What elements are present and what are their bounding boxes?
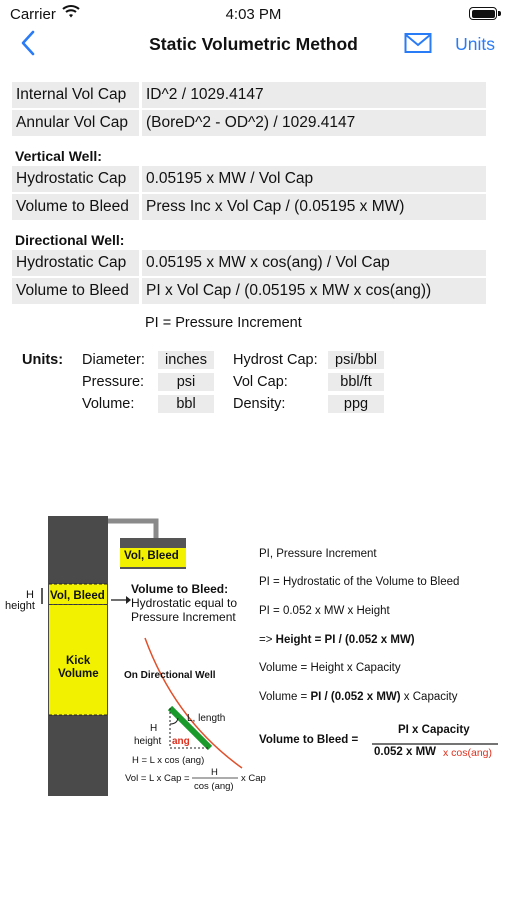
density-unit: ppg: [328, 395, 384, 413]
battery-tip: [498, 11, 501, 16]
pressure-unit: psi: [158, 373, 214, 391]
vol-equation-right: x Cap: [241, 773, 266, 784]
nav-bar: [0, 28, 507, 62]
right-line-3: PI = 0.052 x MW x Height: [259, 605, 390, 617]
internal-vol-cap-label: Internal Vol Cap: [12, 82, 139, 108]
vtb-equation-den: 0.052 x MW: [374, 746, 436, 758]
h-label: H: [26, 589, 34, 601]
vtb-line1: Hydrostatic equal to: [131, 596, 238, 610]
status-bar: [0, 0, 507, 28]
row-annular-vol-cap: [12, 110, 486, 136]
vtb-line2: Pressure Increment: [131, 610, 236, 624]
battery-icon: [469, 7, 497, 20]
pressure-label: Pressure:: [82, 374, 145, 390]
row-directional-hydrostatic-cap: [12, 250, 486, 276]
units-button[interactable]: Units: [455, 34, 495, 54]
vol-equation-num: H: [211, 767, 218, 778]
directional-well-heading: Directional Well:: [15, 232, 125, 248]
annular-vol-cap-label: Annular Vol Cap: [12, 110, 139, 136]
right-line-5: Volume = Height x Capacity: [259, 662, 401, 674]
directional-volume-to-bleed-label: Volume to Bleed: [12, 278, 139, 304]
hydrost-cap-label: Hydrost Cap:: [233, 352, 318, 368]
vertical-well-heading: Vertical Well:: [15, 148, 102, 164]
density-label: Density:: [233, 396, 286, 412]
vtb-equation-num: PI x Capacity: [398, 724, 470, 736]
small-height-label: height: [134, 736, 162, 747]
directional-well-curve: [145, 638, 242, 768]
mail-icon[interactable]: [404, 32, 432, 59]
vol-cap-unit: bbl/ft: [328, 373, 384, 391]
right-line-6-prefix: Volume =: [259, 691, 308, 703]
vertical-volume-to-bleed-value: Press Inc x Vol Cap / (0.05195 x MW): [142, 194, 486, 220]
right-line-2: PI = Hydrostatic of the Volume to Bleed: [259, 576, 460, 588]
carrier-label: Carrier: [10, 6, 56, 23]
vertical-hydrostatic-cap-label: Hydrostatic Cap: [12, 166, 139, 192]
diameter-label: Diameter:: [82, 352, 145, 368]
vtb-title: Volume to Bleed:: [131, 582, 229, 596]
page-title: Static Volumetric Method: [149, 34, 358, 54]
right-line-6: [259, 691, 457, 703]
units-heading: Units:: [22, 352, 64, 368]
h-equation: H = L x cos (ang): [132, 755, 205, 766]
right-line-1: PI, Pressure Increment: [259, 548, 377, 560]
vol-equation-left: Vol = L x Cap =: [125, 773, 190, 784]
angle-label: ang: [172, 736, 190, 747]
vol-bleed-zone-label: Vol, Bleed: [50, 590, 105, 602]
diameter-unit: inches: [158, 351, 214, 369]
right-line-4-bold: Height = PI / (0.052 x MW): [275, 634, 415, 646]
annular-vol-cap-value: (BoreD^2 - OD^2) / 1029.4147: [142, 110, 486, 136]
pi-note: PI = Pressure Increment: [145, 315, 302, 331]
right-line-6-bold: PI / (0.052 x MW): [310, 691, 401, 703]
vertical-hydrostatic-cap-value: 0.05195 x MW / Vol Cap: [142, 166, 486, 192]
directional-hydrostatic-cap-value: 0.05195 x MW x cos(ang) / Vol Cap: [142, 250, 486, 276]
volume-label: Volume:: [82, 396, 135, 412]
on-directional-label: On Directional Well: [124, 670, 216, 681]
row-directional-volume-to-bleed: [12, 278, 486, 304]
length-label: L, length: [187, 713, 226, 724]
vtb-equation-den-red: x cos(ang): [443, 747, 493, 759]
right-line-4-prefix: =>: [259, 634, 273, 646]
hydrost-cap-unit: psi/bbl: [328, 351, 384, 369]
formula-table: [12, 82, 486, 336]
right-line-6-suffix: x Capacity: [403, 691, 458, 703]
clock: 4:03 PM: [225, 6, 282, 23]
volume-unit: bbl: [158, 395, 214, 413]
vol-cap-label: Vol Cap:: [233, 374, 288, 390]
bleed-line: [108, 521, 156, 538]
row-vertical-volume-to-bleed: [12, 194, 486, 220]
kick-label: Kick: [66, 655, 91, 667]
vol-equation-den: cos (ang): [194, 781, 234, 792]
right-line-4: [259, 634, 415, 646]
volumetric-diagram: [0, 510, 507, 800]
row-internal-vol-cap: [12, 82, 486, 108]
row-vertical-hydrostatic-cap: [12, 166, 486, 192]
small-h-label: H: [150, 723, 158, 734]
directional-hydrostatic-cap-label: Hydrostatic Cap: [12, 250, 139, 276]
vtb-equation-left: [259, 734, 358, 746]
height-label: height: [5, 600, 35, 612]
internal-vol-cap-value: ID^2 / 1029.4147: [142, 82, 486, 108]
kick-volume-label: Volume: [58, 668, 99, 680]
vtb-equation-left-text: Volume to Bleed =: [259, 734, 359, 746]
tank-label: Vol, Bleed: [124, 550, 179, 562]
vertical-volume-to-bleed-label: Volume to Bleed: [12, 194, 139, 220]
directional-volume-to-bleed-value: PI x Vol Cap / (0.05195 x MW x cos(ang)): [142, 278, 486, 304]
